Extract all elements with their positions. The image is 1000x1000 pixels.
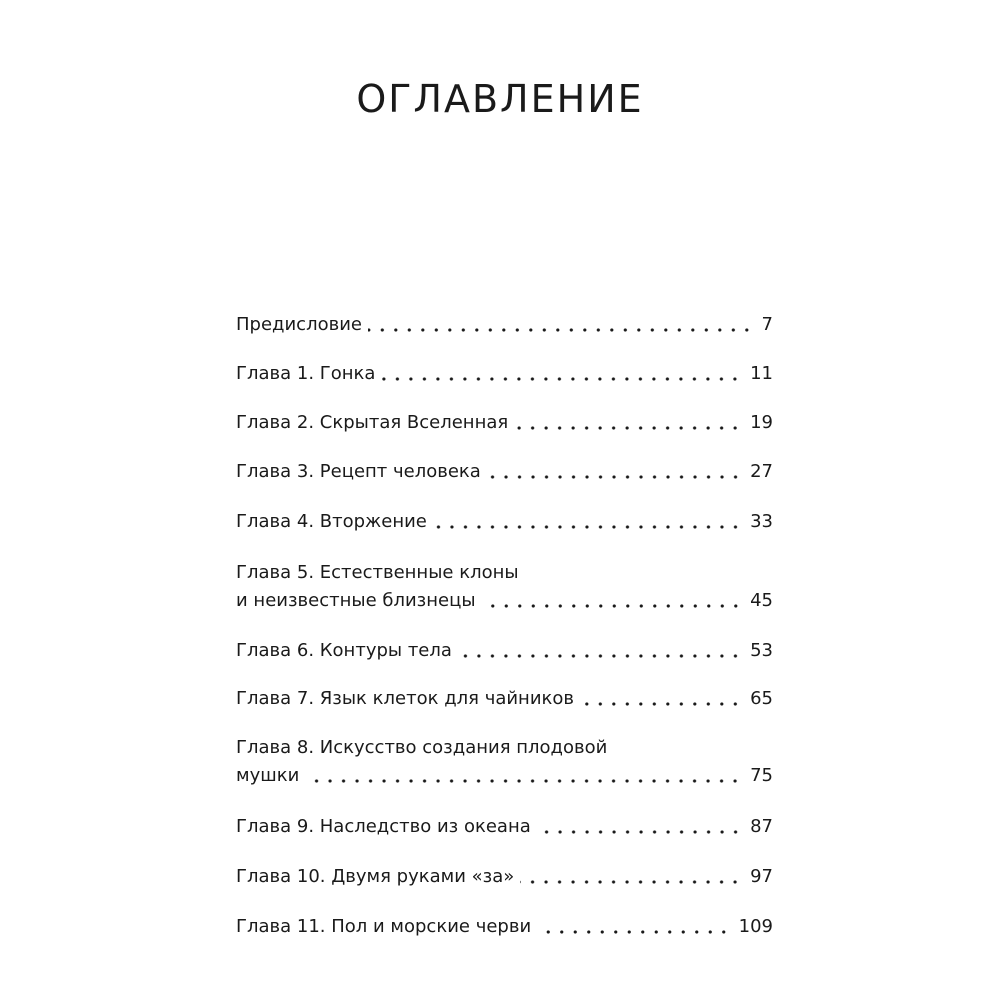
page-number: 11 <box>750 363 773 384</box>
page-number: 65 <box>750 688 773 709</box>
entry-title: Глава 3. Рецепт человека <box>236 461 481 482</box>
toc-entry[interactable] <box>236 913 773 941</box>
page-number: 19 <box>750 412 773 433</box>
dot-leader <box>537 930 731 934</box>
page-number: 33 <box>750 511 773 532</box>
toc-entry[interactable] <box>236 311 773 339</box>
toc-entry[interactable] <box>236 637 773 665</box>
toc-entry[interactable] <box>236 360 773 388</box>
dot-leader <box>305 779 742 783</box>
entry-title: Глава 1. Гонка <box>236 363 376 384</box>
dot-leader <box>487 475 742 479</box>
toc-entry[interactable] <box>236 685 773 713</box>
dot-leader <box>368 328 754 332</box>
dot-leader <box>458 654 742 658</box>
toc-entry[interactable] <box>236 813 773 841</box>
page-title: ОГЛАВЛЕНИЕ <box>356 77 644 122</box>
dot-leader <box>580 702 742 706</box>
page-number: 87 <box>750 816 773 837</box>
dot-leader <box>514 426 742 430</box>
page-number: 109 <box>738 916 773 937</box>
entry-title: Глава 6. Контуры тела <box>236 640 452 661</box>
entry-title: Глава 8. Искусство создания плодовой <box>236 737 608 758</box>
entry-title-continued: мушки <box>236 765 300 786</box>
toc-entry[interactable] <box>236 863 773 891</box>
entry-title: Глава 7. Язык клеток для чайников <box>236 688 575 709</box>
entry-title-continued: и неизвестные близнецы <box>236 590 476 611</box>
page-number: 7 <box>761 314 773 335</box>
entry-title: Глава 4. Вторжение <box>236 511 427 532</box>
dot-leader <box>482 604 743 608</box>
toc-entry[interactable] <box>236 734 773 790</box>
entry-title: Глава 9. Наследство из океана <box>236 816 531 837</box>
toc-entry[interactable] <box>236 559 773 615</box>
page-number: 53 <box>750 640 773 661</box>
dot-leader <box>381 377 742 381</box>
dot-leader <box>433 525 742 529</box>
entry-title: Глава 10. Двумя руками «за» <box>236 866 515 887</box>
entry-title: Глава 11. Пол и морские черви <box>236 916 532 937</box>
page-number: 97 <box>750 866 773 887</box>
page-number: 27 <box>750 461 773 482</box>
entry-title: Глава 2. Скрытая Вселенная <box>236 412 509 433</box>
page-number: 45 <box>750 590 773 611</box>
page-number: 75 <box>750 765 773 786</box>
entry-title: Глава 5. Естественные клоны <box>236 562 519 583</box>
dot-leader <box>520 880 742 884</box>
toc-entry[interactable] <box>236 409 773 437</box>
dot-leader <box>537 830 742 834</box>
toc-entry[interactable] <box>236 458 773 486</box>
entry-title: Предисловие <box>236 314 362 335</box>
toc-entry[interactable] <box>236 508 773 536</box>
